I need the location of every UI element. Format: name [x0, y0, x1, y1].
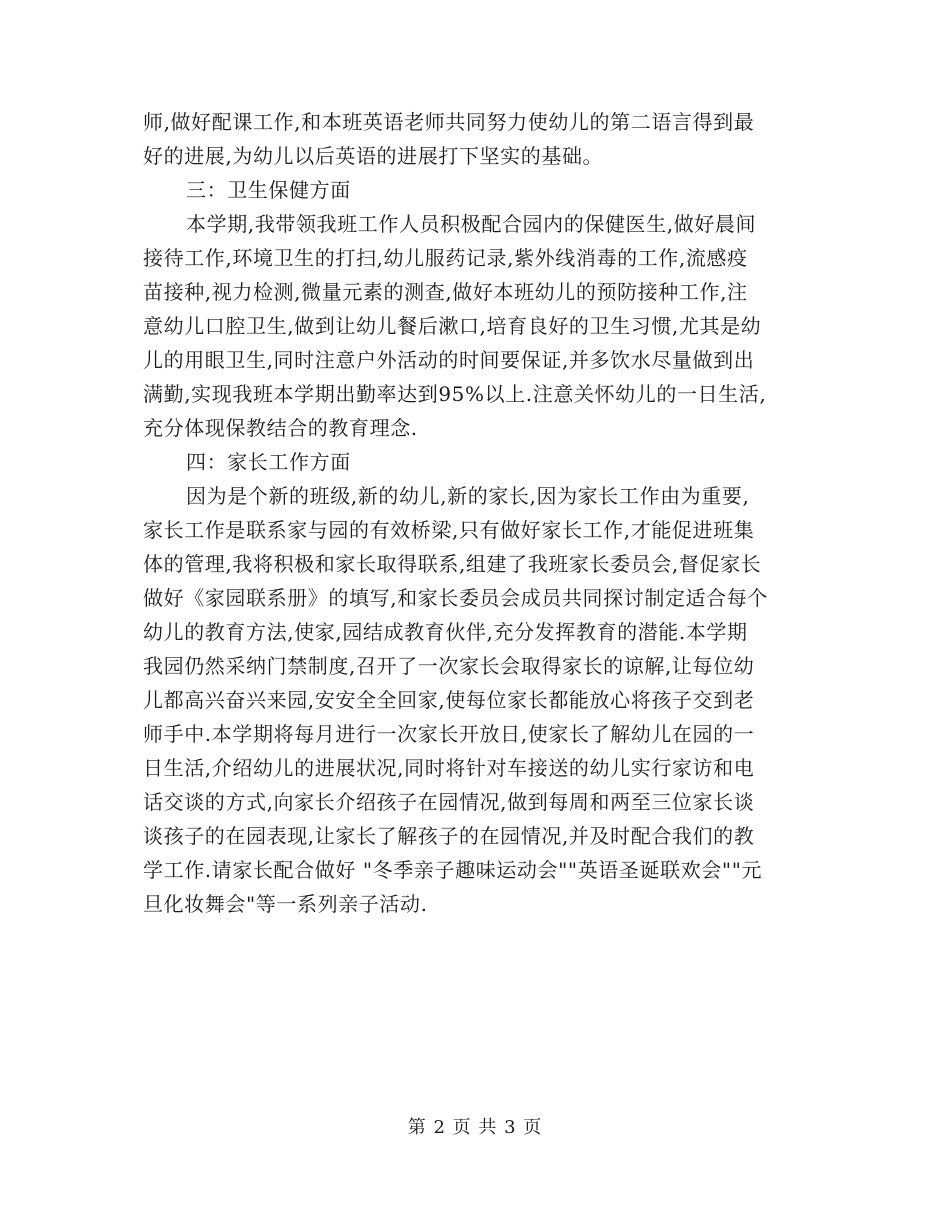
body-line: 师,做好配课工作,和本班英语老师共同努力使幼儿的第二语言得到最	[143, 110, 755, 134]
body-line: 日生活,介绍幼儿的进展状况,同时将针对车接送的幼儿实行家访和电	[143, 756, 755, 780]
body-line: 学工作.请家长配合做好 "冬季亲子趣味运动会""英语圣诞联欢会""元	[143, 858, 763, 882]
body-line: 满勤,实现我班本学期出勤率达到95%以上.注意关怀幼儿的一日生活,	[143, 382, 767, 406]
page-number-footer: 第 2 页 共 3 页	[407, 1117, 543, 1138]
body-line: 谈孩子的在园表现,让家长了解孩子的在园情况,并及时配合我们的教	[143, 824, 755, 848]
document-body	[143, 105, 808, 921]
body-line: 接待工作,环境卫生的打扫,幼儿服药记录,紫外线消毒的工作,流感疫	[143, 246, 748, 270]
body-line: 充分体现保教结合的教育理念.	[143, 416, 418, 440]
body-line: 我园仍然采纳门禁制度,召开了一次家长会取得家长的谅解,让每位幼	[143, 654, 755, 678]
paragraph-start: 因为是个新的班级,新的幼儿,新的家长,因为家长工作由为重要,	[186, 484, 750, 508]
body-line: 旦化妆舞会"等一系列亲子活动.	[143, 892, 428, 916]
body-line: 做好《家园联系册》的填写,和家长委员会成员共同探讨制定适合每个	[143, 586, 768, 610]
body-line: 儿都高兴奋兴来园,安安全全回家,使每位家长都能放心将孩子交到老	[143, 688, 755, 712]
body-line: 好的进展,为幼儿以后英语的进展打下坚实的基础。	[143, 144, 604, 168]
body-line: 话交谈的方式,向家长介绍孩子在园情况,做到每周和两至三位家长谈	[143, 790, 755, 814]
paragraph-start: 本学期,我带领我班工作人员积极配合园内的保健医生,做好晨间	[186, 212, 757, 236]
body-line: 幼儿的教育方法,使家,园结成教育伙伴,充分发挥教育的潜能.本学期	[143, 620, 748, 644]
section-heading-parents: 四：家长工作方面	[186, 450, 351, 474]
section-heading-hygiene: 三：卫生保健方面	[186, 178, 351, 202]
body-line: 家长工作是联系家与园的有效桥梁,只有做好家长工作,才能促进班集	[143, 518, 755, 542]
body-line: 苗接种,视力检测,微量元素的测查,做好本班幼儿的预防接种工作,注	[143, 280, 748, 304]
body-line: 师手中.本学期将每月进行一次家长开放日,使家长了解幼儿在园的一	[143, 722, 755, 746]
body-line: 体的管理,我将积极和家长取得联系,组建了我班家长委员会,督促家长	[143, 552, 762, 576]
body-line: 儿的用眼卫生,同时注意户外活动的时间要保证,并多饮水尽量做到出	[143, 348, 755, 372]
body-line: 意幼儿口腔卫生,做到让幼儿餐后漱口,培育良好的卫生习惯,尤其是幼	[143, 314, 762, 338]
